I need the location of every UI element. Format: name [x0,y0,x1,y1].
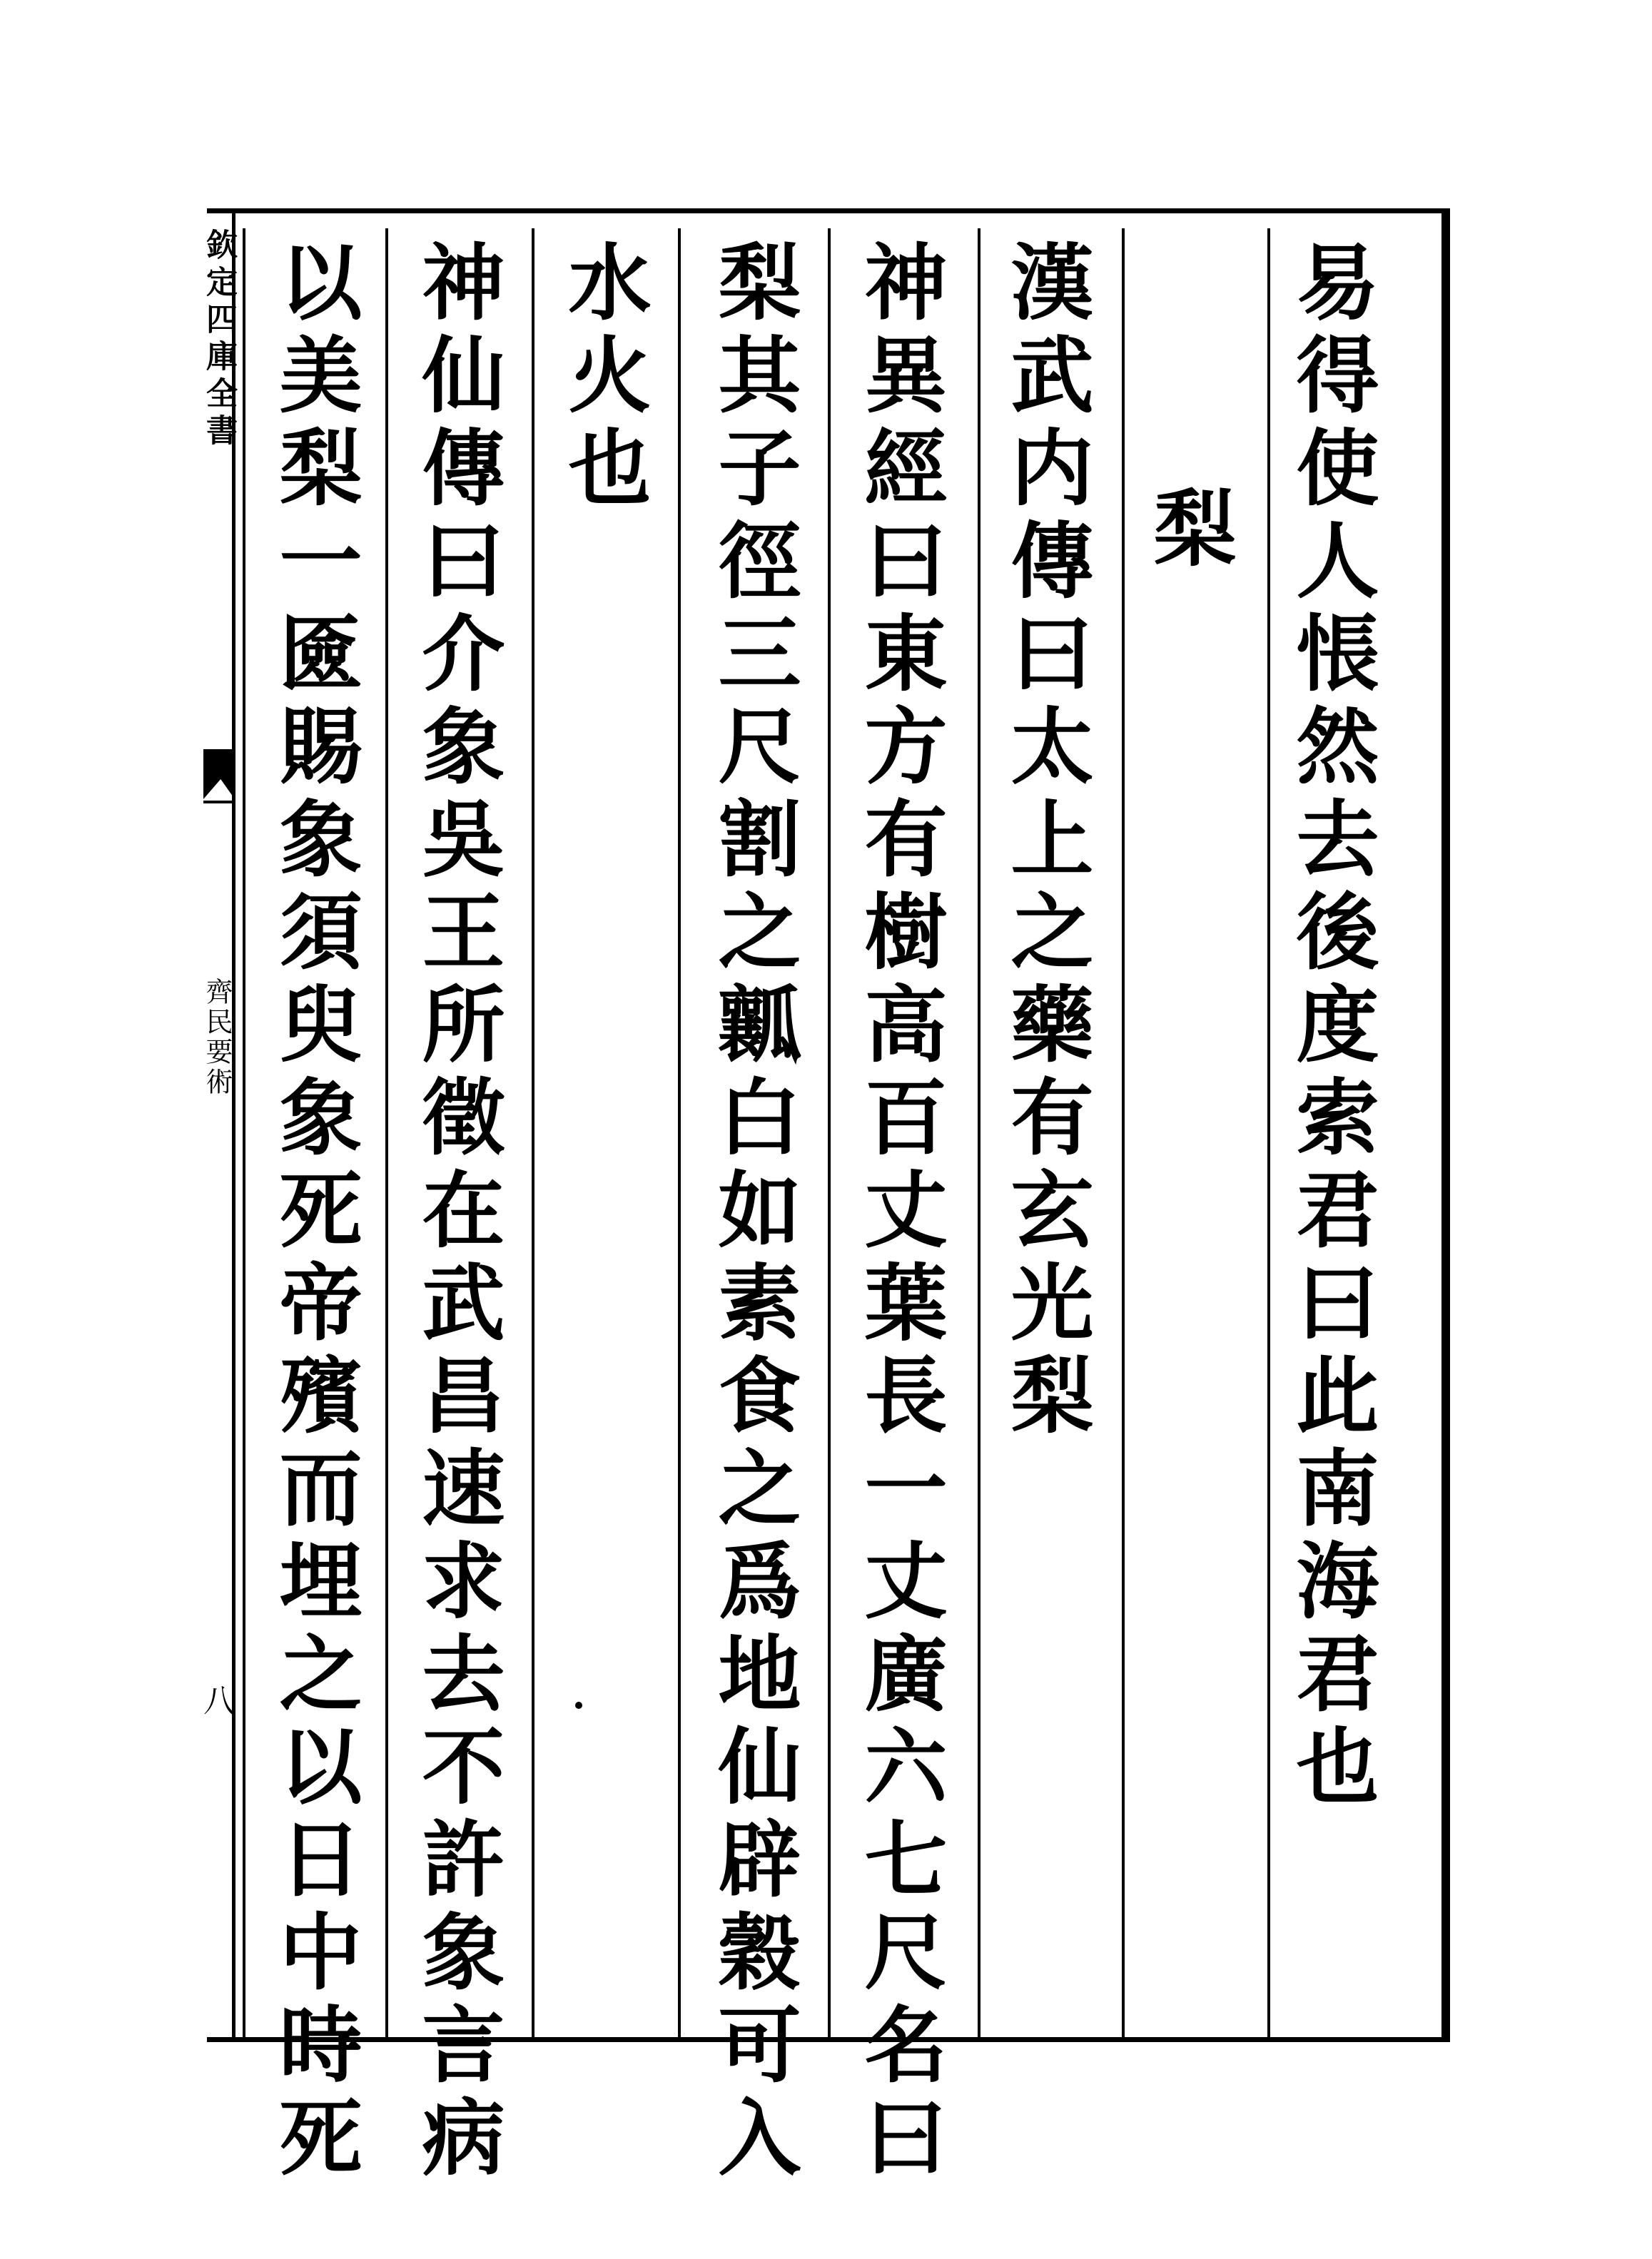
punctuation-dot [575,1702,582,1709]
book-name: 齊民要術 [201,978,233,1097]
text-column-5: 梨其子徑三尺割之瓤白如素食之爲地仙辟穀可入 [704,239,801,2187]
section-heading: 梨 [1140,485,1237,578]
text-column-4: 神異經曰東方有樹高百丈葉長一丈廣六七尺名曰 [851,239,948,2187]
column-rule [1122,228,1125,2037]
text-column-3: 漢武内傳曰太上之藥有玄光梨 [997,239,1094,1445]
text-column-1: 易得使人悵然去後度索君曰此南海君也 [1282,239,1379,1816]
text-column-8: 以美梨一匳賜象須臾象死帝殯而埋之以日中時死 [265,239,363,2187]
column-rule [1267,228,1270,2037]
column-rule [678,228,681,2037]
column-rule [243,228,245,2037]
fishtail-line [203,801,235,803]
column-rule [978,228,980,2037]
collection-title: 欽定四庫全書 [201,228,237,451]
column-rule [385,228,388,2037]
page-number: 八 [198,1684,234,1715]
column-rule [532,228,534,2037]
text-column-7: 神仙傳曰介象吳王所徵在武昌速求去不許象言病 [408,239,505,2187]
column-rule [828,228,831,2037]
text-column-6: 水火也 [554,239,652,517]
